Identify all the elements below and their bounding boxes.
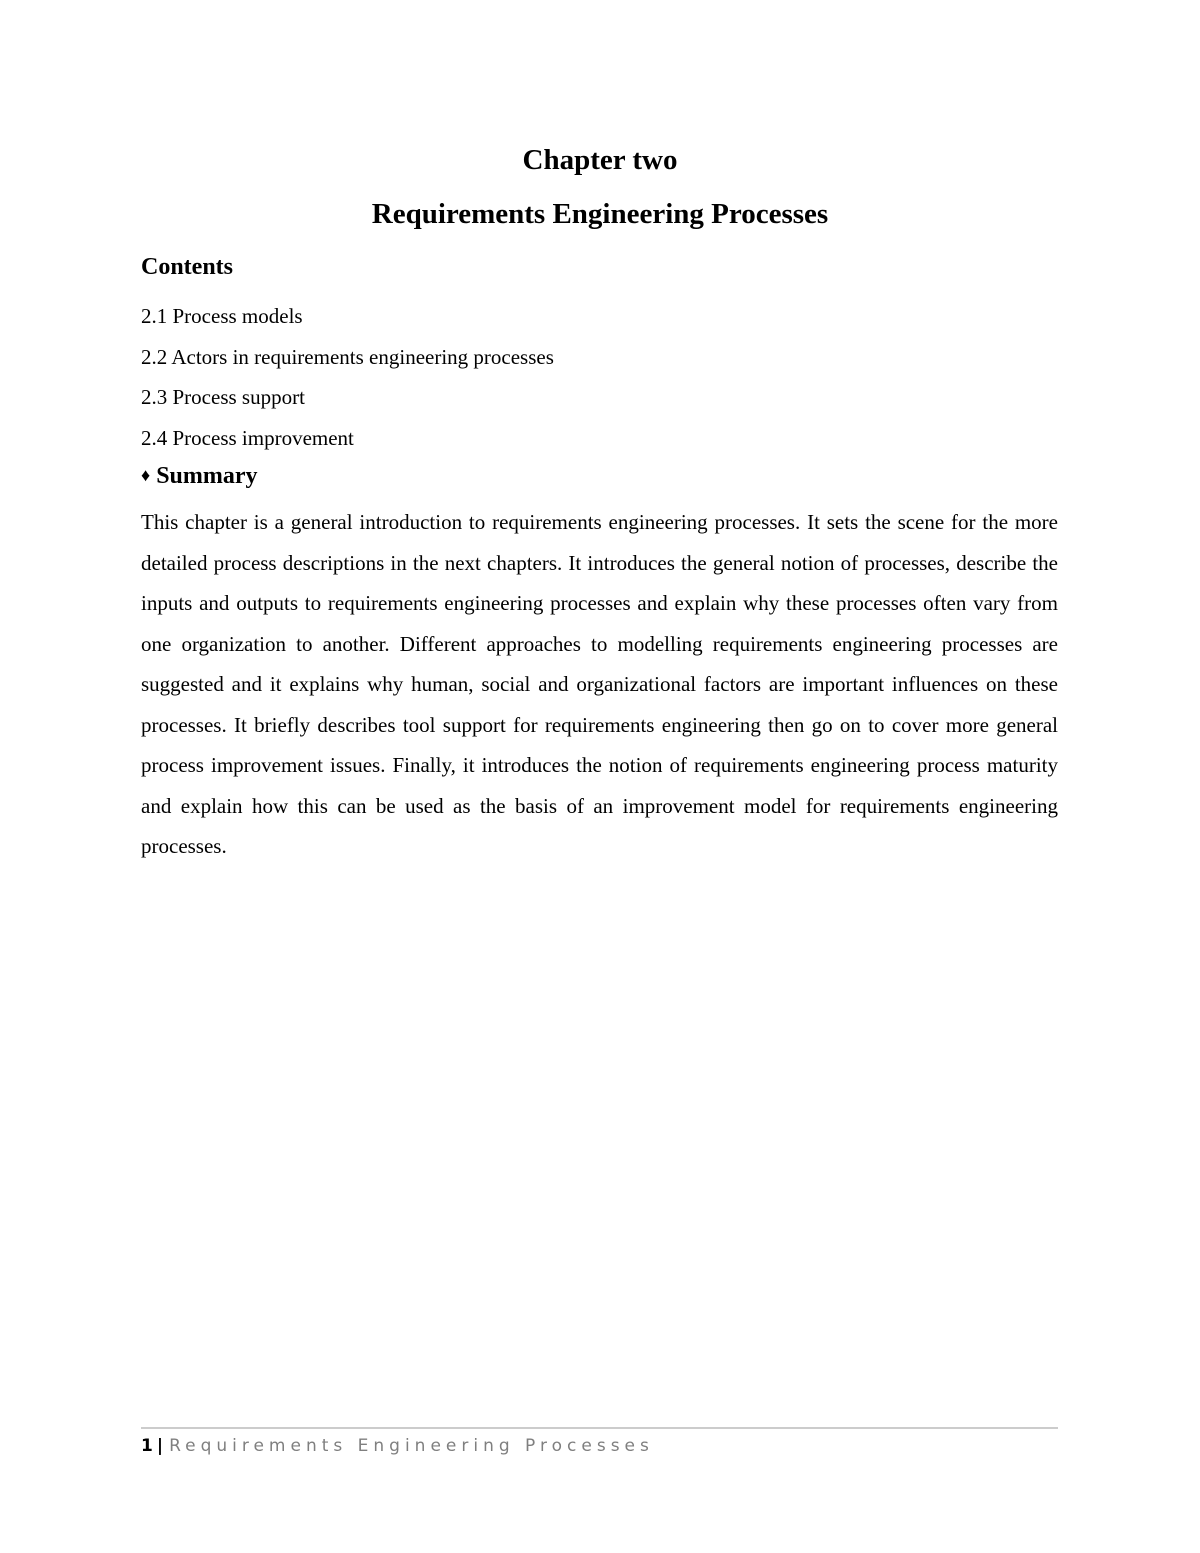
toc-item: 2.3 Process support (141, 385, 305, 409)
chapter-label: Chapter two (522, 144, 678, 176)
footer-separator: | (156, 1436, 164, 1456)
table-of-contents (141, 296, 554, 458)
page-footer (141, 1434, 654, 1458)
toc-item: 2.4 Process improvement (141, 425, 354, 450)
page-title: Requirements Engineering Processes (371, 198, 829, 230)
toc-item: 2.1 Process models (141, 304, 303, 328)
toc-item: 2.2 Actors in requirements engineering processes (141, 344, 554, 369)
summary-paragraph: This chapter is a general introduction to requirements engineering processes. It sets the scene for the more detailed process descriptions in the next chapters. It introduces the general notion of processes, describe the inputs and outputs to requirements engineering processes and explain why these processes often vary from one organization to another. Different approaches to modelling requirements engineering processes are suggested and it explains why human, social and organizational factors are important influences on these processes. It briefly describes tool support for requirements engineering then go on to cover more general process improvement issues. Finally, it introduces the notion of requirements engineering process maturity and explain how this can be used as the basis of an improvement model for requirements engineering processes. (141, 510, 1058, 858)
running-title: Requirements Engineering Processes (169, 1436, 654, 1456)
page-number: 1 (141, 1436, 153, 1456)
summary-heading-label: Summary (156, 463, 258, 489)
contents-heading: Contents (141, 254, 234, 280)
diamond-bullet-icon: ♦ (141, 465, 151, 485)
footer-divider (141, 1427, 1058, 1429)
summary-heading (141, 460, 258, 493)
